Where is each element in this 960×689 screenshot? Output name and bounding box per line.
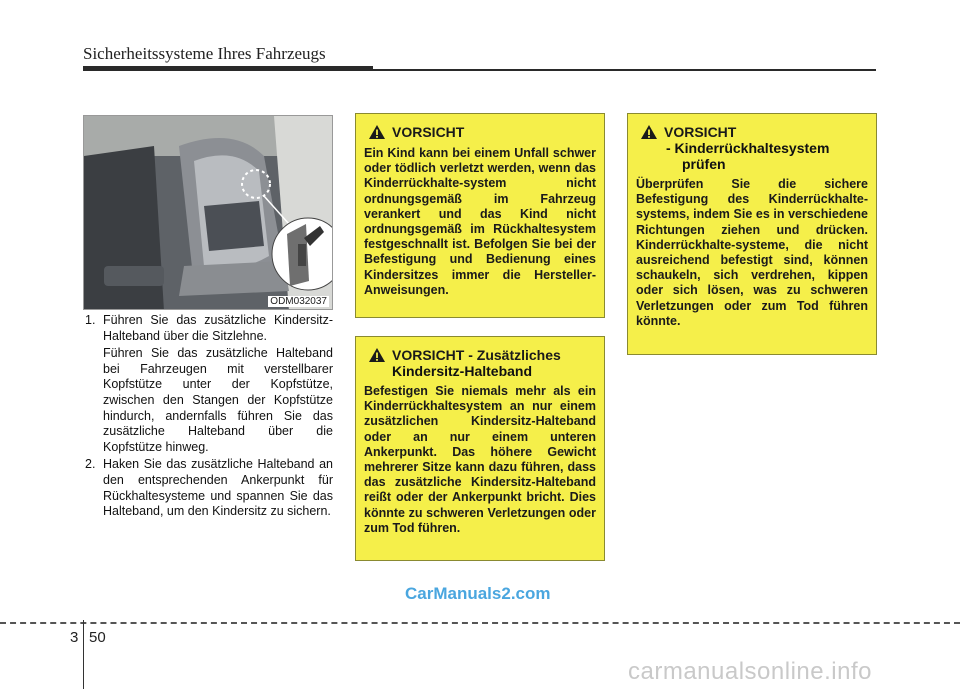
watermark-link[interactable]: CarManuals2.com — [405, 584, 551, 603]
warning-title — [368, 124, 596, 140]
warning-title-line2: Kindersitz-Halteband — [392, 363, 533, 379]
warning-title — [640, 124, 868, 140]
page-header-title: Sicherheitssysteme Ihres Fahrzeugs — [83, 44, 326, 63]
instruction-steps — [83, 313, 333, 520]
step-text: Haken Sie das zusätzliche Halteband an den entsprechenden Ankerpunkt für Rückhaltesysteme und spannen Sie das Halteband, um den Kindersitz zu sichern. — [103, 457, 333, 519]
page-number: 50 — [89, 629, 106, 646]
warning-triangle-icon — [368, 124, 386, 140]
warning-box-2 — [355, 336, 605, 561]
warning-title-text: VORSICHT - Zusätzliches — [392, 347, 561, 363]
footer-divider — [83, 620, 84, 689]
image-code: ODM032037 — [270, 296, 327, 307]
warning-box-3 — [627, 113, 877, 355]
child-seat-illustration — [84, 116, 333, 310]
chapter-number: 3 — [70, 629, 79, 646]
step-text: Führen Sie das zusätzliche Kindersitz-Halteband über die Sitzlehne. — [103, 313, 333, 343]
warning-title-text: VORSICHT — [664, 124, 737, 140]
warning-subtitle: - Kinderrückhaltesystem — [666, 140, 830, 156]
warning-body: Überprüfen Sie die sichere Befestigung des Kinderrückhalte-systems, indem Sie es in verschiedene Richtungen ziehen und drücken. Kinderrückhalte-systeme, die nicht ausreichend befestigt sind, können schaukeln, sich verdrehen, kippen oder sich lösen, was zu schweren Verletzungen oder zum Tod führen könnte. — [636, 177, 868, 328]
step-number: 2. — [85, 457, 96, 472]
warning-triangle-icon — [368, 347, 386, 363]
warning-title-text: VORSICHT — [392, 124, 465, 140]
step-2 — [83, 457, 333, 519]
warning-body: Ein Kind kann bei einem Unfall schwer oder tödlich verletzt werden, wenn das Kinderrückhalte-system nicht ordnungsgemäß im Fahrzeug verankert und das Kind nicht ordnungsgemäß im Rückhaltesystem festgeschnallt ist. Befolgen Sie bei der Befestigung und Bedienung eines Kindersitzes immer die Hersteller-Anweisungen. — [364, 146, 596, 297]
warning-subtitle-2: prüfen — [682, 156, 726, 172]
warning-triangle-icon — [640, 124, 658, 140]
step-number: 1. — [85, 313, 96, 327]
step-note: Führen Sie das zusätzliche Halteband bei Fahrzeugen mit verstellbarer Kopfstütze unter der Kopfstütze, zwischen den Stangen der Kopfstütze hindurch, andernfalls führen Sie das zusätzliche Halteband über die Kopfstütze hinweg. — [103, 346, 333, 454]
warning-title — [368, 347, 596, 363]
header-rule — [373, 69, 876, 71]
site-watermark: carmanualsonline.info — [628, 658, 872, 685]
footer-dashed-line — [0, 622, 960, 624]
warning-box-1 — [355, 113, 605, 318]
child-seat-photo — [83, 115, 333, 310]
step-1 — [83, 313, 333, 455]
header-bar — [83, 66, 373, 71]
warning-body: Befestigen Sie niemals mehr als ein Kinderrückhaltesystem an nur einem zusätzlichen Kindersitz-Halteband oder an nur einem unteren Ankerpunkt. Das höhere Gewicht mehrerer Sitze kann dazu führen, dass das zusätzliche Kindersitz-Halteband reißt oder der Ankerpunkt bricht. Dies könnte zu schweren Verletzungen oder zum Tod führen. — [364, 384, 596, 535]
